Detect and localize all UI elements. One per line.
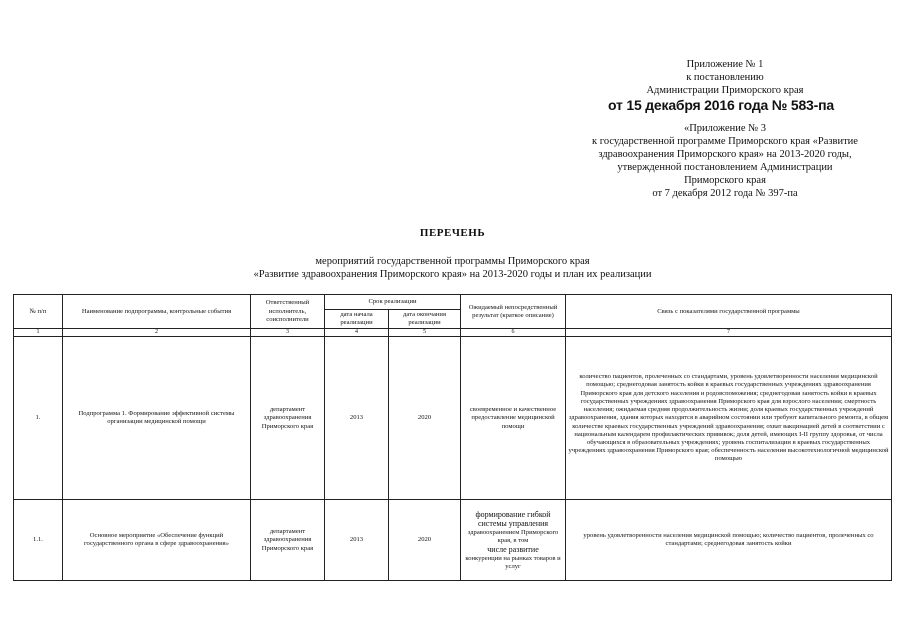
header-name: Наименование подпрограммы, контрольные события [63,295,251,329]
row-num: 1. [14,337,63,500]
annex-line-1: Приложение № 1 [686,59,764,70]
header-term: Срок реализации [325,295,461,310]
row-link: количество пациентов, пролеченных со стандартами, уровень удовлетворенности населения медицинской помощью; среднегодовая занятость койки в краевых государственных учреждениях здравоохранения Приморского края для детского населения и родовспоможения; среднегодовая занятость койки в краевых государственных учреждениях здравоохранения Приморского края для взрослого населения; смертность населения; ожидаемая средняя продолжительность жизни; доля краевых государственных учреждений здравоохранения, здания которых находятся в аварийном состоянии или требуют капитального ремонта, в общем количестве краевых государственных учреждений здравоохранения; охват вакцинацией детей в соответствии с национальным календарем профилактических прививок; доля детей, имеющих I-II группу здоровья, от числа обучающихся в образовательных учреждениях; уровень госпитализации в краевых государственных учреждениях здравоохранения Приморского края; обеспеченность населения высокотехнологичной медицинской помощью [566,337,892,500]
annex-block [560,58,890,200]
result-part: числе развитие [487,545,539,555]
table-row [14,337,892,500]
decree-stamp: от 15 декабря 2016 года № 583-па [608,97,834,113]
row-name: Подпрограмма 1. Формирование эффективной системы организации медицинской помощи [63,337,251,500]
result-part: конкуренции на рынках товаров и услуг [465,554,561,570]
subtitle-line-2: «Развитие здравоохранения Приморского края» на 2013-2020 годы и план их реализации [253,269,652,280]
column-numbers-row [14,329,892,337]
row-name: Основное мероприятие «Обеспечение функций государственного органа в сфере здравоохранения» [63,500,251,581]
header-num: № п/п [14,295,63,329]
row-link: уровень удовлетворенности населения медицинской помощью; количество пациентов, пролеченных со стандартами; среднегодовая занятость койки [566,500,892,581]
result-part: формирование гибкой [475,509,551,519]
annex-line-3: Администрации Приморского края [646,85,804,96]
row-result: своевременное и качественное предоставление медицинской помощи [461,337,566,500]
header-end: дата окончания реализации [389,310,461,329]
row-num: 1.1. [14,500,63,581]
row-executor: департамент здравоохранения Приморского края [251,337,325,500]
row-start: 2013 [325,500,389,581]
appendix3-line-6: от 7 декабря 2012 года № 397-па [652,188,798,199]
col-number: 3 [251,329,325,337]
col-number: 6 [461,329,566,337]
annex-line-2: к постановлению [686,72,764,83]
row-end: 2020 [389,500,461,581]
document-subtitle [0,255,905,281]
subtitle-line-1: мероприятий государственной программы Приморского края [315,256,590,267]
row-result [461,500,566,581]
appendix3-line-1: «Приложение № 3 [683,123,767,134]
col-number: 1 [14,329,63,337]
appendix3-line-4: утвержденной постановлением Администрации [617,162,833,173]
header-start: дата начала реализации [325,310,389,329]
row-executor: департамент здравоохранения Приморского края [251,500,325,581]
header-executor: Ответственный исполнитель, соисполнители [251,295,325,329]
document-title: ПЕРЕЧЕНЬ [419,227,486,239]
header-link: Связь с показателями государственной программы [566,295,892,329]
table-row [14,500,892,581]
row-start: 2013 [325,337,389,500]
col-number: 2 [63,329,251,337]
result-part: здравоохранением Приморского края, в том [467,528,559,544]
measures-table [13,294,892,581]
result-part: системы управления [477,519,549,529]
col-number: 5 [389,329,461,337]
appendix3-line-3: здравоохранения Приморского края» на 2013-2020 годы, [598,149,852,160]
row-end: 2020 [389,337,461,500]
header-result: Ожидаемый непосредственный результат (краткое описание) [461,295,566,329]
col-number: 4 [325,329,389,337]
appendix3-line-5: Приморского края [684,175,766,186]
col-number: 7 [566,329,892,337]
appendix3-line-2: к государственной программе Приморского края «Развитие [592,136,858,147]
